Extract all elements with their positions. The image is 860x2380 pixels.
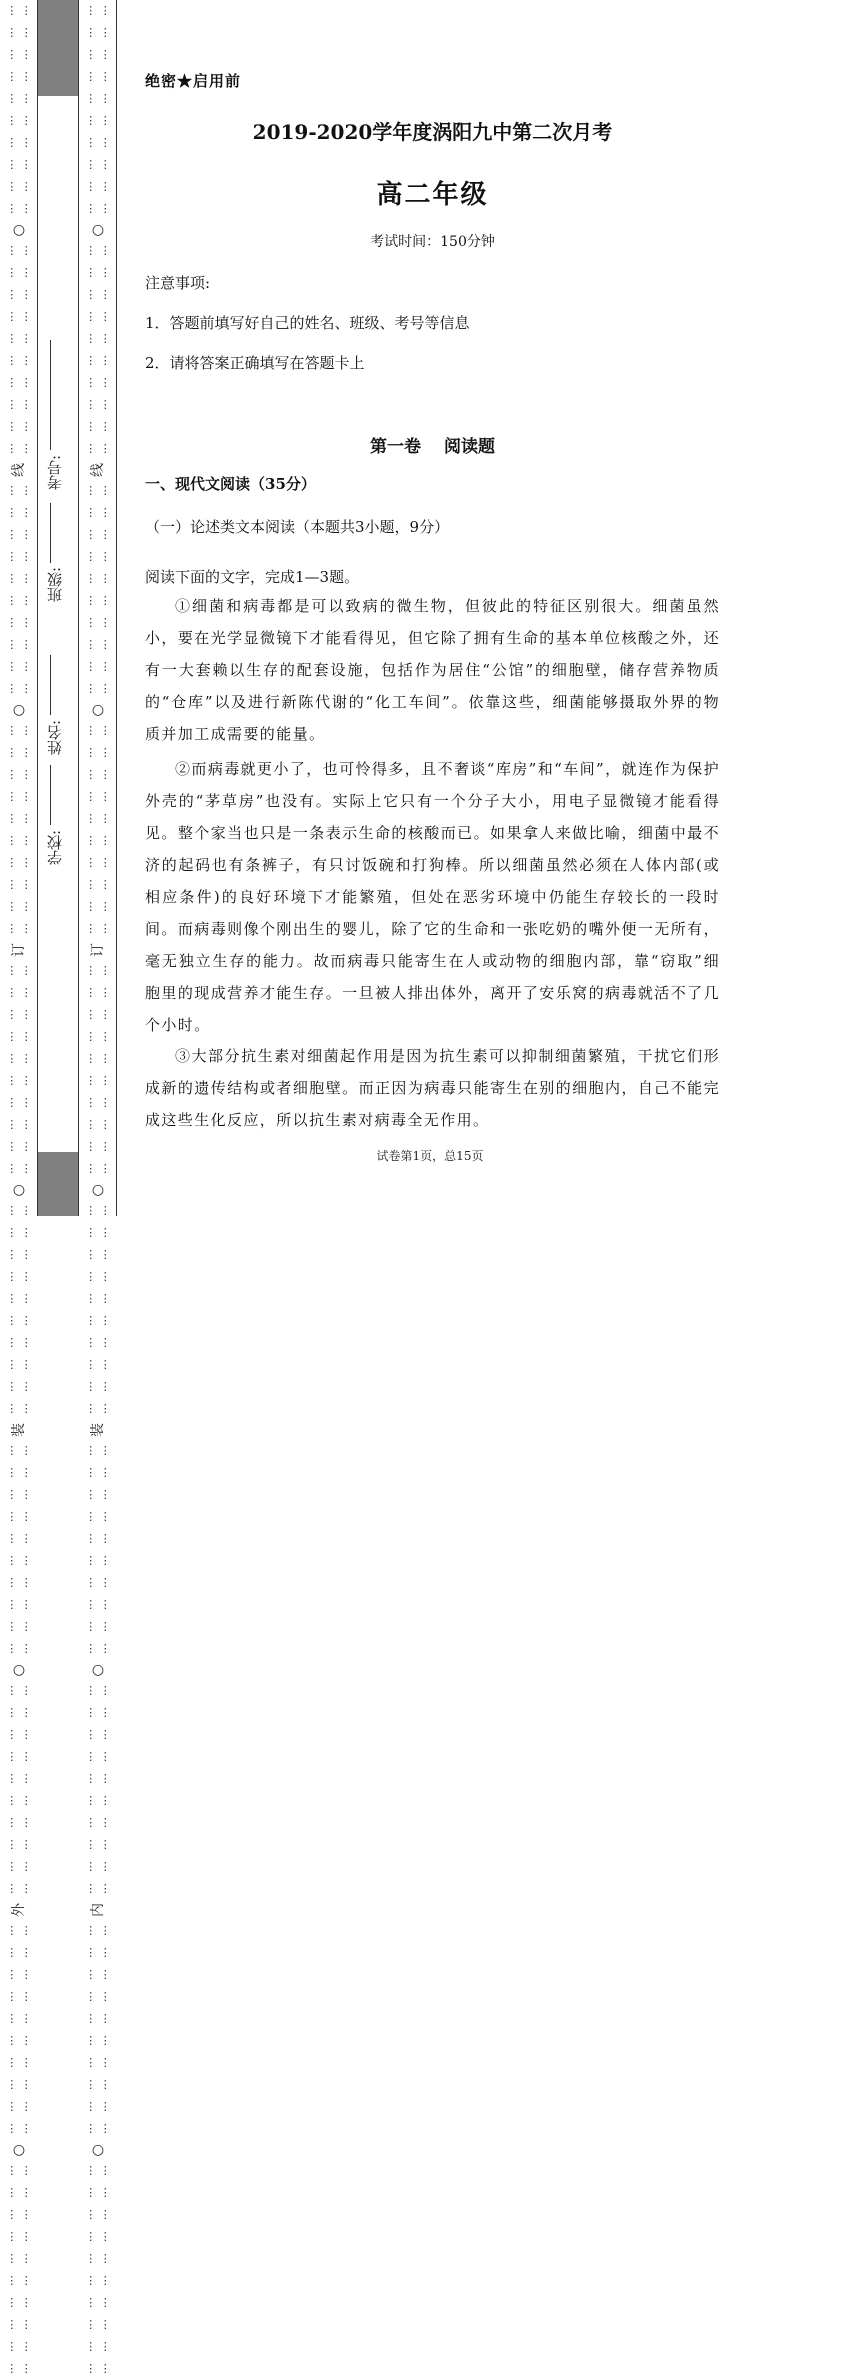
reading-paragraph-2: ②而病毒就更小了，也可怜得多，且不奢谈“库房”和“车间”，就连作为保护外壳的“茅草房”也没有。实际上它只有一个分子大小，用电子显微镜才能看得见。整个家当也只是一条表示生命的核酸而已。如果拿人来做比喻，细菌中最不济的起码也有条裤子，有只讨饭碗和打狗棒。所以细菌虽然必须在人体内部(或相应条件)的良好环境下才能繁殖，但处在恶劣环境中仍能生存较长的一段时间。而病毒则像个刚出生的婴儿，除了它的生命和一张吃奶的嘴外便一无所有，毫无独立生存的能力。故而病毒只能寄生在人或动物的细胞内部，靠“窃取”细胞里的现成营养才能生存。一旦被人排出体外，离开了安乐窝的病毒就活不了几个小时。	[145, 760, 720, 1034]
grade-title: 高二年级	[376, 180, 489, 210]
dotted-line: ⋮ ⋮ ⋮ ⋮ ⋮ ⋮ ⋮ ⋮ ⋮ ⋮ ⋮ ⋮ ⋮ ⋮ ⋮ ⋮ ⋮ ⋮ ⋮ ⋮	[6, 4, 32, 215]
dotted-line: ⋮ ⋮ ⋮ ⋮ ⋮ ⋮ ⋮ ⋮ ⋮ ⋮ ⋮ ⋮ ⋮ ⋮ ⋮ ⋮ ⋮ ⋮ ⋮ ⋮	[6, 1204, 32, 1415]
notice-title: 注意事项:	[145, 274, 211, 292]
notice-item: 1．答题前填写好自己的姓名、班级、考号等信息	[145, 314, 470, 332]
binding-line-inner	[116, 0, 117, 1216]
circle-mark: ○	[12, 702, 26, 718]
dotted-line: ⋮ ⋮ ⋮ ⋮ ⋮ ⋮ ⋮ ⋮ ⋮ ⋮ ⋮ ⋮ ⋮ ⋮ ⋮ ⋮ ⋮ ⋮ ⋮ ⋮	[6, 1924, 32, 2135]
notice-item: 2．请将答案正确填写在答题卡上	[145, 354, 365, 372]
school-blank[interactable]	[51, 765, 52, 825]
exam-time: 考试时间：150分钟	[370, 234, 495, 250]
seal-mark-inside: 内	[90, 1903, 106, 1917]
class-label: 班级:	[46, 566, 64, 603]
dotted-line: ⋮ ⋮ ⋮ ⋮ ⋮ ⋮ ⋮ ⋮ ⋮ ⋮ ⋮ ⋮ ⋮ ⋮ ⋮ ⋮ ⋮ ⋮ ⋮ ⋮	[85, 484, 111, 695]
circle-mark: ○	[12, 2142, 26, 2158]
school-label: 学校:	[46, 829, 64, 865]
dotted-line: ⋮ ⋮ ⋮ ⋮ ⋮ ⋮ ⋮ ⋮ ⋮ ⋮ ⋮ ⋮ ⋮ ⋮ ⋮ ⋮ ⋮ ⋮ ⋮ ⋮	[6, 484, 32, 695]
page-footer: 试卷第1页，总15页	[376, 1149, 484, 1163]
dotted-line: ⋮ ⋮ ⋮ ⋮ ⋮ ⋮ ⋮ ⋮ ⋮ ⋮ ⋮ ⋮ ⋮ ⋮ ⋮ ⋮ ⋮ ⋮ ⋮ ⋮	[85, 724, 111, 935]
seal-mark-line: 线	[11, 463, 27, 477]
subsection-heading: （一）论述类文本阅读（本题共3小题，9分）	[145, 518, 450, 536]
exam-number-blank[interactable]	[51, 340, 52, 450]
dotted-line: ⋮ ⋮ ⋮ ⋮ ⋮ ⋮ ⋮ ⋮ ⋮ ⋮ ⋮ ⋮ ⋮ ⋮ ⋮ ⋮ ⋮ ⋮ ⋮ ⋮	[85, 964, 111, 1175]
dotted-line: ⋮ ⋮ ⋮ ⋮ ⋮ ⋮ ⋮ ⋮ ⋮ ⋮ ⋮ ⋮ ⋮ ⋮ ⋮ ⋮ ⋮ ⋮ ⋮ ⋮	[85, 1924, 111, 2135]
circle-mark: ○	[91, 222, 105, 238]
circle-mark: ○	[12, 1182, 26, 1198]
name-field[interactable]	[44, 655, 74, 755]
seal-mark-bind: 装	[11, 1423, 27, 1437]
circle-mark: ○	[91, 702, 105, 718]
seal-mark-bind: 装	[90, 1423, 106, 1437]
class-field[interactable]	[44, 500, 74, 605]
dotted-line: ⋮ ⋮ ⋮ ⋮ ⋮ ⋮ ⋮ ⋮ ⋮ ⋮ ⋮ ⋮ ⋮ ⋮ ⋮ ⋮ ⋮ ⋮ ⋮ ⋮	[85, 4, 111, 215]
inner-seal-column	[83, 0, 113, 2375]
exam-title: 2019-2020学年度涡阳九中第二次月考	[252, 120, 613, 144]
seal-mark-outside: 外	[11, 1903, 27, 1917]
class-blank[interactable]	[51, 503, 52, 563]
name-label: 姓名:	[46, 719, 64, 755]
name-blank[interactable]	[51, 655, 52, 715]
school-field[interactable]	[44, 765, 74, 865]
circle-mark: ○	[12, 1662, 26, 1678]
exam-number-field[interactable]	[44, 340, 74, 490]
exam-number-label: 考号:	[46, 454, 64, 490]
volume-heading: 第一卷 阅读题	[370, 437, 495, 457]
seal-mark-line: 线	[90, 463, 106, 477]
dotted-line: ⋮ ⋮ ⋮ ⋮ ⋮ ⋮ ⋮ ⋮ ⋮ ⋮ ⋮ ⋮ ⋮ ⋮ ⋮ ⋮ ⋮ ⋮ ⋮ ⋮	[6, 2164, 32, 2375]
reading-paragraph-3: ③大部分抗生素对细菌起作用是因为抗生素可以抑制细菌繁殖，干扰它们形成新的遗传结构或者细胞壁。而正因为病毒只能寄生在别的细胞内，自己不能完成这些生化反应，所以抗生素对病毒全无作用。	[145, 1047, 720, 1129]
dotted-line: ⋮ ⋮ ⋮ ⋮ ⋮ ⋮ ⋮ ⋮ ⋮ ⋮ ⋮ ⋮ ⋮ ⋮ ⋮ ⋮ ⋮ ⋮ ⋮ ⋮	[85, 2164, 111, 2375]
dotted-line: ⋮ ⋮ ⋮ ⋮ ⋮ ⋮ ⋮ ⋮ ⋮ ⋮ ⋮ ⋮ ⋮ ⋮ ⋮ ⋮ ⋮ ⋮ ⋮ ⋮	[85, 1204, 111, 1415]
binding-line-outer	[37, 0, 38, 1216]
dotted-line: ⋮ ⋮ ⋮ ⋮ ⋮ ⋮ ⋮ ⋮ ⋮ ⋮ ⋮ ⋮ ⋮ ⋮ ⋮ ⋮ ⋮ ⋮ ⋮ ⋮	[6, 1444, 32, 1655]
dotted-line: ⋮ ⋮ ⋮ ⋮ ⋮ ⋮ ⋮ ⋮ ⋮ ⋮ ⋮ ⋮ ⋮ ⋮ ⋮ ⋮ ⋮ ⋮ ⋮ ⋮	[85, 244, 111, 455]
outer-seal-column	[4, 0, 34, 2375]
circle-mark: ○	[91, 1662, 105, 1678]
reading-instruction: 阅读下面的文字，完成1—3题。	[145, 568, 360, 586]
seal-mark-staple: 订	[90, 943, 106, 957]
seal-mark-staple: 订	[11, 943, 27, 957]
secret-mark: 绝密★启用前	[145, 72, 242, 90]
circle-mark: ○	[91, 1182, 105, 1198]
circle-mark: ○	[12, 222, 26, 238]
circle-mark: ○	[91, 2142, 105, 2158]
binding-band-top	[38, 0, 78, 96]
dotted-line: ⋮ ⋮ ⋮ ⋮ ⋮ ⋮ ⋮ ⋮ ⋮ ⋮ ⋮ ⋮ ⋮ ⋮ ⋮ ⋮ ⋮ ⋮ ⋮ ⋮	[85, 1444, 111, 1655]
dotted-line: ⋮ ⋮ ⋮ ⋮ ⋮ ⋮ ⋮ ⋮ ⋮ ⋮ ⋮ ⋮ ⋮ ⋮ ⋮ ⋮ ⋮ ⋮ ⋮ ⋮	[85, 1684, 111, 1895]
dotted-line: ⋮ ⋮ ⋮ ⋮ ⋮ ⋮ ⋮ ⋮ ⋮ ⋮ ⋮ ⋮ ⋮ ⋮ ⋮ ⋮ ⋮ ⋮ ⋮ ⋮	[6, 724, 32, 935]
dotted-line: ⋮ ⋮ ⋮ ⋮ ⋮ ⋮ ⋮ ⋮ ⋮ ⋮ ⋮ ⋮ ⋮ ⋮ ⋮ ⋮ ⋮ ⋮ ⋮ ⋮	[6, 244, 32, 455]
dotted-line: ⋮ ⋮ ⋮ ⋮ ⋮ ⋮ ⋮ ⋮ ⋮ ⋮ ⋮ ⋮ ⋮ ⋮ ⋮ ⋮ ⋮ ⋮ ⋮ ⋮	[6, 964, 32, 1175]
section-heading: 一、现代文阅读（35分）	[145, 475, 316, 493]
reading-paragraph-1: ①细菌和病毒都是可以致病的微生物，但彼此的特征区别很大。细菌虽然小，要在光学显微镜下才能看得见，但它除了拥有生命的基本单位核酸之外，还有一大套赖以生存的配套设施，包括作为居住“公馆”的细胞壁，储存营养物质的“仓库”以及进行新陈代谢的“化工车间”。依靠这些，细菌能够摄取外界的物质并加工成需要的能量。	[145, 597, 720, 743]
binding-line-middle	[78, 0, 79, 1216]
dotted-line: ⋮ ⋮ ⋮ ⋮ ⋮ ⋮ ⋮ ⋮ ⋮ ⋮ ⋮ ⋮ ⋮ ⋮ ⋮ ⋮ ⋮ ⋮ ⋮ ⋮	[6, 1684, 32, 1895]
